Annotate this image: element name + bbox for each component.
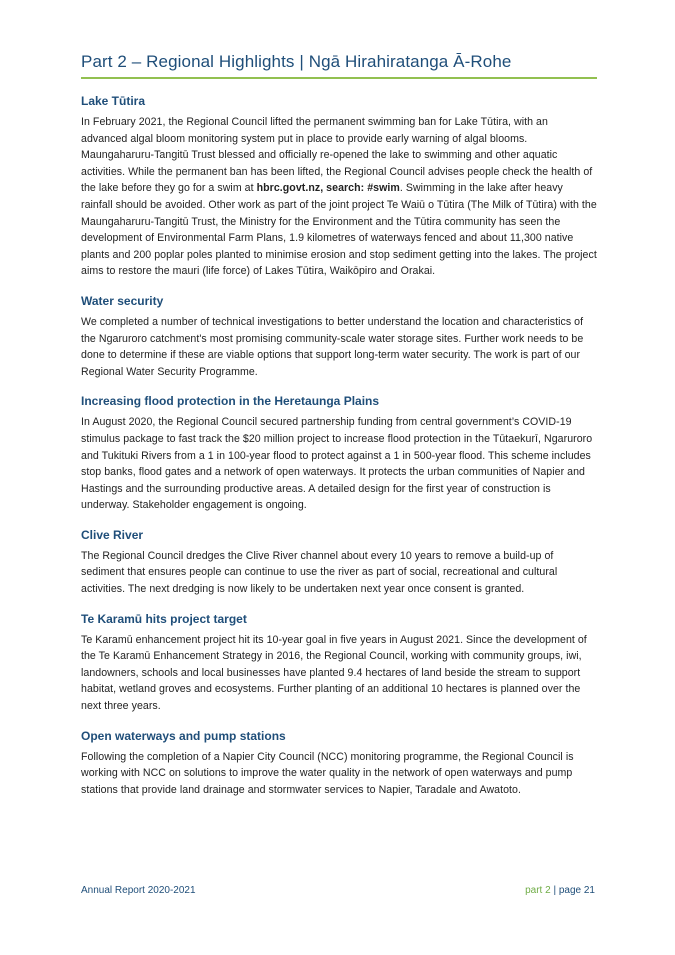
- body-text: . Swimming in the lake after heavy rainfall should be avoided. Other work as part of the joint project Te Waiū o Tūtira (The Milk of Tūtira) with the Maungaharuru-Tangitū Trust, the Ministry for the Environment and the Tūtira community has seen the development of Environmental Farm Plans, 1.9 kilometres of waterways fenced and about 11,300 native plants and 200 poplar poles planted to minimise erosion and stop sediment getting into the lakes. The project aims to restore the mauri (life force) of Lakes Tūtira, Waikōpiro and Orakai.: [81, 182, 597, 278]
- section-body: In August 2020, the Regional Council secured partnership funding from central government’s COVID-19 stimulus package to fast track the $20 million project to increase flood protection in the Tūtaekurī, Ngaruroro and Tukituki Rivers from a 1 in 100-year flood to protect against a 1 in 500-year flood. This scheme includes stop banks, flood gates and a network of open waterways. It protects the urban communities of Napier and Hastings and the surrounding productive areas. A detailed design for the first year of construction is underway. Stakeholder engagement is ongoing.: [81, 416, 593, 512]
- body-text: In February 2021, the Regional Council lifted the permanent swimming ban for Lake Tūtira, with an advanced algal bloom monitoring system put in place to provide early warning of algal blooms. Maungaharuru-Tangitū Trust blessed and officially re-opened the lake to swimming and other aquatic activities. While the permanent ban has been lifted, the Regional Council advises people check the health of the lake before they go for a swim at: [81, 116, 593, 195]
- section-heading: Increasing flood protection in the Heretaunga Plains: [81, 394, 380, 409]
- section-heading: Water security: [81, 293, 164, 308]
- page-title: Part 2 – Regional Highlights | Ngā Hirahiratanga Ā-Rohe: [81, 52, 597, 79]
- footer-page-info: [525, 885, 595, 896]
- section-body: Te Karamū enhancement project hit its 10-year goal in five years in August 2021. Since the development of the Te Karamū Enhancement Strategy in 2016, the Regional Council, working with community groups, iwi, landowners, schools and local businesses have planted 9.4 hectares of land beside the stream to support habitat, wetland groves and ecosystems. Further planting of an additional 10 hectares is planned over the next three years.: [81, 633, 587, 713]
- section-water-security: [81, 294, 597, 380]
- section-body: Following the completion of a Napier City Council (NCC) monitoring programme, the Regional Council is working with NCC on solutions to improve the water quality in the network of open waterways and pump stations that provide land drainage and stormwater services to Napier, Taradale and Awatoto.: [81, 750, 574, 796]
- section-heading: Lake Tūtira: [81, 94, 146, 108]
- section-flood-protection: [81, 394, 597, 514]
- footer-separator: |: [553, 885, 557, 896]
- section-lake-tutira: [81, 94, 597, 280]
- section-body: [81, 114, 597, 280]
- section-heading: Clive River: [81, 527, 144, 542]
- footer-report-title: Annual Report 2020-2021: [81, 885, 196, 896]
- section-body: The Regional Council dredges the Clive River channel about every 10 years to remove a build-up of sediment that ensures people can continue to use the river as part of social, recreational and cultural activities. The next dredging is now likely to be undertaken next year once consent is granted.: [81, 549, 558, 596]
- section-clive-river: [81, 528, 597, 598]
- search-link-text: hbrc.govt.nz, search: #swim: [256, 182, 400, 195]
- section-open-waterways: [81, 729, 597, 799]
- footer-part-label: part 2: [525, 885, 551, 896]
- page-content: [81, 52, 597, 798]
- section-te-karamu: [81, 612, 597, 715]
- section-heading: Open waterways and pump stations: [81, 728, 286, 743]
- section-body: We completed a number of technical investigations to better understand the location and characteristics of the Ngaruroro catchment's most promising community-scale water storage sites. Further work needs to be done to determine if these are viable options that support long-term water security. The work is part of our Regional Water Security Programme.: [81, 315, 584, 378]
- section-heading: Te Karamū hits project target: [81, 611, 247, 626]
- footer-page-number: page 21: [558, 885, 595, 896]
